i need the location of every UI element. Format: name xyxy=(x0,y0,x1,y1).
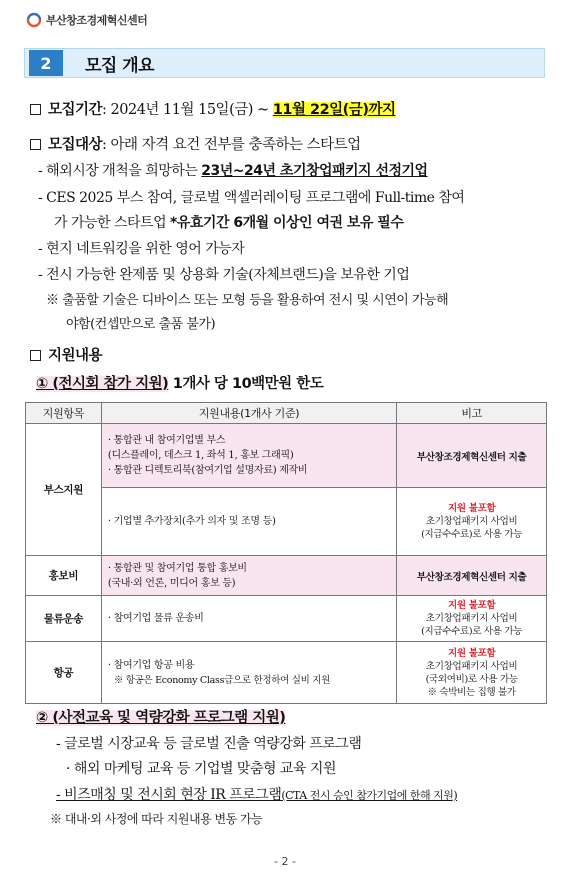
table-header: 비고 xyxy=(397,403,547,424)
sub2-item-a: - 글로벌 시장교육 등 글로벌 진출 역량강화 프로그램 xyxy=(56,736,362,752)
table-cell: · 참여기업 물류 운송비 xyxy=(101,596,396,642)
note-not-included: 지원 불포함 xyxy=(447,647,496,659)
org-logo xyxy=(26,12,147,28)
note-text: (지급수수료)로 사용 가능 xyxy=(421,529,523,540)
note-text: 초기창업패키지 사업비 xyxy=(425,613,518,624)
table-note xyxy=(397,596,547,642)
table-header-row xyxy=(26,403,547,424)
table-cell: · 기업별 추가장치(추가 의자 및 조명 등) xyxy=(101,488,396,556)
sub2-item-c-text: - 비즈매칭 및 전시회 현장 IR 프로그램 xyxy=(56,787,282,803)
table-note xyxy=(397,642,547,704)
target-item-e: ※ 출품할 기술은 디바이스 또는 모형 등을 활용하여 전시 및 시연이 가능해 xyxy=(46,293,449,308)
sub2-item-c xyxy=(56,784,457,804)
target-item-b-text: 가 가능한 스타트업 xyxy=(54,215,171,231)
note-text: 초기창업패키지 사업비 xyxy=(425,516,518,527)
note-not-included: 지원 불포함 xyxy=(447,503,496,514)
table-row xyxy=(26,596,547,642)
note-text: (지급수수료)로 사용 가능 xyxy=(421,626,523,637)
table-cell-text: · 참여기업 항공 비용 xyxy=(107,659,195,671)
table-cat-booth: 부스지원 xyxy=(26,424,102,556)
table-header: 지원항목 xyxy=(26,403,102,424)
org-logo-icon xyxy=(26,12,42,28)
table-note xyxy=(397,488,547,556)
table-row xyxy=(26,642,547,704)
target-item-c: - 현지 네트워킹을 위한 영어 가능자 xyxy=(38,241,245,257)
target-line xyxy=(30,133,361,154)
target-item-a-emph: 23년~24년 초기창업패키지 선정기업 xyxy=(201,163,428,179)
table-row xyxy=(26,424,547,488)
target-item-b-cont xyxy=(54,212,403,232)
sub2-item-b: · 해외 마케팅 교육 등 기업별 맞춤형 교육 지원 xyxy=(66,761,336,777)
support-sub1-title: ① (전시회 참가 지원) xyxy=(36,376,169,392)
period-line xyxy=(30,98,395,119)
note-text: 초기창업패키지 사업비 xyxy=(425,660,518,672)
period-label: 모집기간 xyxy=(48,102,103,118)
target-text: : 아래 자격 요건 전부를 충족하는 스타트업 xyxy=(102,137,361,153)
table-cat-flight: 항공 xyxy=(26,642,102,704)
note-not-included: 지원 불포함 xyxy=(447,600,496,611)
period-end: 11월 22일(금)까지 xyxy=(272,102,396,118)
table-cat-logistics: 물류운송 xyxy=(26,596,102,642)
support-sub2 xyxy=(36,706,285,727)
table-header: 지원내용(1개사 기준) xyxy=(101,403,396,424)
table-cell xyxy=(101,642,396,704)
target-item-b: - CES 2025 부스 참여, 글로벌 액셀러레이팅 프로그램에 Full-time 참여 xyxy=(38,190,465,206)
support-table xyxy=(25,402,547,704)
table-cell xyxy=(101,556,396,596)
checkbox-square-icon xyxy=(30,104,41,115)
section-number: 2 xyxy=(29,50,63,76)
org-name: 부산창조경제혁신센터 xyxy=(46,14,148,27)
table-cat-promo: 홍보비 xyxy=(26,556,102,596)
table-row xyxy=(26,488,547,556)
period-text: : 2024년 11월 15일(금) ~ xyxy=(102,102,273,118)
table-cell-text: · 통합관 내 참여기업별 부스 xyxy=(107,435,226,446)
table-cell-text: ※ 항공은 Economy Class급으로 한정하여 실비 지원 xyxy=(113,674,330,686)
table-row xyxy=(26,556,547,596)
note-text: (국외여비)로 사용 가능 xyxy=(425,673,518,685)
table-note: 부산창조경제혁신센터 지출 xyxy=(397,424,547,488)
checkbox-square-icon xyxy=(30,350,41,361)
target-item-a-text: - 해외시장 개척을 희망하는 xyxy=(38,163,202,179)
table-cell xyxy=(101,424,396,488)
checkbox-square-icon xyxy=(30,139,41,150)
page-number: - 2 - xyxy=(274,855,296,868)
sub2-item-d: ※ 대내·외 사정에 따라 지원내용 변동 가능 xyxy=(50,812,263,826)
target-item-a xyxy=(38,160,428,180)
target-item-d: - 전시 가능한 완제품 및 상용화 기술(자체브랜드)을 보유한 기업 xyxy=(38,267,410,283)
table-cell-text: · 통합관 및 참여기업 통합 홍보비 xyxy=(107,562,247,574)
note-text: ※ 숙박비는 집행 불가 xyxy=(427,686,516,698)
table-cell-text: (디스플레이, 데스크 1, 좌석 1, 홍보 그래픽) xyxy=(107,450,294,461)
table-cell-text: · 통합관 디렉토리북(참여기업 설명자료) 제작비 xyxy=(107,465,308,476)
table-note: 부산창조경제혁신센터 지출 xyxy=(397,556,547,596)
target-item-b-emph: *유효기간 6개월 이상인 여권 보유 필수 xyxy=(170,215,404,231)
table-cell-text: (국내·외 언론, 미디어 홍보 등) xyxy=(107,577,236,589)
target-label: 모집대상 xyxy=(48,137,103,153)
support-sub1-rest: 1개사 당 10백만원 한도 xyxy=(168,376,324,392)
support-sub2-title: ② (사전교육 및 역량강화 프로그램 지원) xyxy=(36,710,286,726)
sub2-item-c-note: (CTA 전시 승인 참가기업에 한해 지원) xyxy=(281,789,458,802)
support-line xyxy=(30,344,102,365)
section-title: 모집 개요 xyxy=(85,55,155,76)
support-sub1 xyxy=(36,372,323,393)
section-header xyxy=(24,48,545,78)
support-label: 지원내용 xyxy=(48,348,103,364)
target-item-e-cont: 야함(컨셉만으로 출품 불가) xyxy=(66,317,216,332)
